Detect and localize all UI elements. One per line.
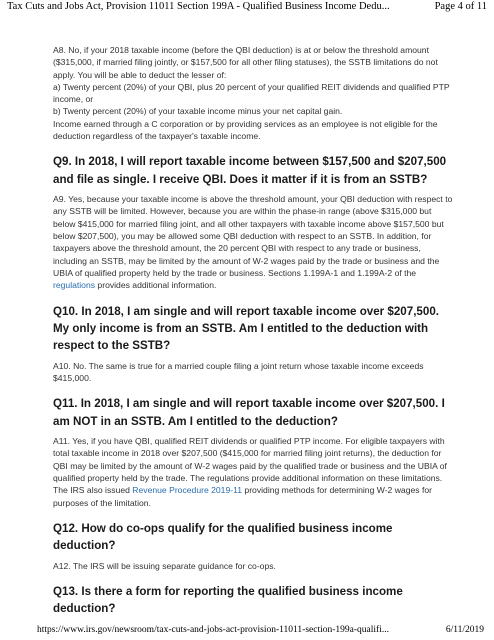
answer-11-text-start: A11. Yes, if you have QBI, qualified REIT dividends or qualified PTP income. For eligible taxpayers with total taxable income in 2018 over $207,500 ($415,000 for married filing joint returns), the deduction for QBI may be limited by the amount of W-2 wages paid by the qualified trade or business and the UBIA of qualified property held by the trade. The regulations provide additional information on these limitations. The IRS also issued (53, 436, 447, 496)
answer-10: A10. No. The same is true for a married couple filing a joint return whose taxable income exceeds $415,000. (53, 360, 424, 384)
answer-12: A12. The IRS will be issuing separate guidance for co-ops. (53, 560, 276, 571)
answer-9-text-end: provides additional information. (95, 280, 217, 291)
answer-9 (53, 193, 456, 291)
print-header-page: Page 4 of 11 (434, 1, 487, 12)
question-10: Q10. In 2018, I am single and will report taxable income over $207,500. My only income is from an SSTB. Am I entitled to the deduction with respect to the SSTB? (53, 304, 439, 353)
answer-8-intro: A8. No, if your 2018 taxable income (before the QBI deduction) is at or below the threshold amount ($315,000, if married filing jointly, or $157,500 for all other filing statuses), the SSTB limitations do not apply. You will be able to deduct the lesser of: (53, 45, 438, 80)
question-13: Q13. Is there a form for reporting the qualified business income deduction? (53, 585, 403, 616)
question-9: Q9. In 2018, I will report taxable income between $157,500 and $207,500 and file as single. I receive QBI. Does it matter if it is from an SSTB? (53, 155, 447, 186)
regulations-link[interactable]: regulations (53, 280, 96, 291)
question-12: Q12. How do co-ops qualify for the qualified business income deduction? (53, 521, 393, 553)
answer-11-text-end: providing methods for determining W-2 wages for purposes of the limitation. (53, 485, 432, 508)
print-footer (37, 624, 484, 636)
print-header (7, 0, 487, 14)
answer-11 (53, 435, 456, 509)
print-header-title: Tax Cuts and Jobs Act, Provision 11011 Section 199A - Qualified Business Income Dedu... (7, 1, 390, 12)
answer-8-option-a: a) Twenty percent (20%) of your QBI, plus 20 percent of your qualified REIT dividends and qualified PTP income, or (53, 81, 450, 105)
revenue-procedure-link[interactable]: Revenue Procedure 2019-11 (132, 485, 243, 496)
question-11: Q11. In 2018, I am single and will report taxable income over $207,500. I am NOT in an SSTB. Am I entitled to the deduction? (53, 397, 445, 428)
print-footer-url: https://www.irs.gov/newsroom/tax-cuts-and-jobs-act-provision-11011-section-199a-qualifi... (37, 625, 389, 635)
article-content (53, 44, 456, 618)
print-footer-date: 6/11/2019 (445, 625, 484, 635)
answer-9-text-start: A9. Yes, because your taxable income is above the threshold amount, your QBI deduction with respect to any SSTB will be limited. However, because you are within the phase-in range (above $315,000 but below $415,000 for married filing joint, and all other taxpayers with taxable income above $157,500 but below $207,500), you may be allowed some QBI deduction with respect to an SSTB. In addition, for taxpayers above the threshold amount, the 20 percent QBI with respect to any trade or business, including an SSTB, may be limited by the amount of W-2 wages paid by the trade or business and the UBIA of qualified property held by the trade or business. Sections 1.199A-1 and 1.199A-2 of the (53, 194, 453, 278)
answer-8-note: Income earned through a C corporation or by providing services as an employee is not eligible for the deduction regardless of the taxpayer's taxable income. (53, 118, 438, 142)
answer-8-option-b: b) Twenty percent (20%) of your taxable income minus your net capital gain. (53, 106, 343, 117)
